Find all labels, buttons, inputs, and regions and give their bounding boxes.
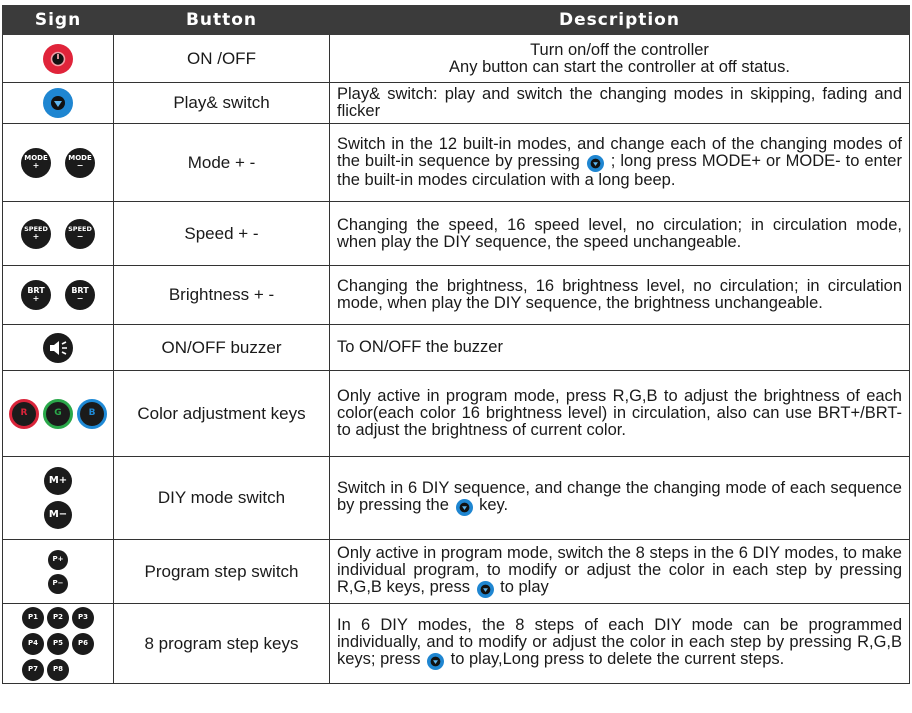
p6-key-icon: P6 xyxy=(72,633,94,655)
sign-cell xyxy=(3,202,114,266)
sign-cell xyxy=(3,540,114,604)
button-name: ON /OFF xyxy=(114,35,330,83)
description-cell: Only active in program mode, press R,G,B to adjust the brightness of each color(each color 16 brightness level) in circulation, also can use BRT+/BRT- to adjust the brightness of current color. xyxy=(330,371,910,457)
play-switch-icon xyxy=(456,499,473,516)
brightness-plus-icon: BRT + xyxy=(21,280,51,310)
button-name: 8 program step keys xyxy=(114,604,330,684)
header-button: Button xyxy=(114,6,330,35)
speed-plus-icon: SPEED + xyxy=(21,219,51,249)
mode-plus-icon: MODE + xyxy=(21,148,51,178)
sign-cell xyxy=(3,266,114,325)
button-name: ON/OFF buzzer xyxy=(114,325,330,371)
mode-minus-icon: MODE − xyxy=(65,148,95,178)
sign-cell xyxy=(3,124,114,202)
table-row xyxy=(3,266,910,325)
button-name: Mode + - xyxy=(114,124,330,202)
header-sign: Sign xyxy=(3,6,114,35)
diy-plus-icon: M+ xyxy=(44,467,72,495)
description-cell: Only active in program mode, switch the 8 steps in the 6 DIY modes, to make individual program, to modify or adjust the color in each step by pressing R,G,B keys, press to play xyxy=(330,540,910,604)
sign-cell xyxy=(3,371,114,457)
description-cell: Switch in 6 DIY sequence, and change the changing mode of each sequence by pressing the key. xyxy=(330,457,910,540)
p2-key-icon: P2 xyxy=(47,607,69,629)
p3-key-icon: P3 xyxy=(72,607,94,629)
description-cell: Switch in the 12 built-in modes, and change each of the changing modes of the built-in sequence by pressing ; long press MODE+ or MODE- to enter the built-in modes circulation with a long beep. xyxy=(330,124,910,202)
table-row xyxy=(3,35,910,83)
p7-key-icon: P7 xyxy=(22,659,44,681)
play-switch-icon xyxy=(587,155,604,172)
table-row xyxy=(3,83,910,124)
header-description: Description xyxy=(330,6,910,35)
button-name: Color adjustment keys xyxy=(114,371,330,457)
speed-minus-icon: SPEED − xyxy=(65,219,95,249)
brightness-minus-icon: BRT − xyxy=(65,280,95,310)
description-line: Any button can start the controller at off status. xyxy=(449,57,790,76)
p1-key-icon: P1 xyxy=(22,607,44,629)
sign-cell xyxy=(3,325,114,371)
description-cell xyxy=(330,35,910,83)
green-key-icon: G xyxy=(43,399,73,429)
blue-key-icon: B xyxy=(77,399,107,429)
description-cell: Play& switch: play and switch the changing modes in skipping, fading and flicker xyxy=(330,83,910,124)
button-name: DIY mode switch xyxy=(114,457,330,540)
sign-cell xyxy=(3,604,114,684)
description-cell: In 6 DIY modes, the 8 steps of each DIY mode can be programmed individually, and to modify or adjust the color in each step by pressing R,G,B keys; press to play,Long press to delete the current steps. xyxy=(330,604,910,684)
table-row xyxy=(3,371,910,457)
button-reference-table xyxy=(2,5,910,684)
table-row xyxy=(3,604,910,684)
description-line: Turn on/off the controller xyxy=(530,40,709,59)
table-row xyxy=(3,325,910,371)
p5-key-icon: P5 xyxy=(47,633,69,655)
button-name: Play& switch xyxy=(114,83,330,124)
table-row xyxy=(3,457,910,540)
sign-cell xyxy=(3,83,114,124)
step-minus-icon: P− xyxy=(48,574,68,594)
play-switch-icon xyxy=(43,88,73,118)
table-row xyxy=(3,202,910,266)
p8-key-icon: P8 xyxy=(47,659,69,681)
table-row xyxy=(3,124,910,202)
button-name: Speed + - xyxy=(114,202,330,266)
play-switch-icon xyxy=(427,653,444,670)
sign-cell xyxy=(3,457,114,540)
power-icon xyxy=(43,44,73,74)
p4-key-icon: P4 xyxy=(22,633,44,655)
buzzer-icon xyxy=(43,333,73,363)
button-name: Program step switch xyxy=(114,540,330,604)
button-name: Brightness + - xyxy=(114,266,330,325)
red-key-icon: R xyxy=(9,399,39,429)
description-cell: Changing the brightness, 16 brightness level, no circulation; in circulation mode, when play the DIY sequence, the brightness unchangeable. xyxy=(330,266,910,325)
step-plus-icon: P+ xyxy=(48,550,68,570)
play-switch-icon xyxy=(477,581,494,598)
description-cell: Changing the speed, 16 speed level, no circulation; in circulation mode, when play the DIY sequence, the speed unchangeable. xyxy=(330,202,910,266)
diy-minus-icon: M− xyxy=(44,501,72,529)
sign-cell xyxy=(3,35,114,83)
header-row xyxy=(3,6,910,35)
description-cell: To ON/OFF the buzzer xyxy=(330,325,910,371)
table-row xyxy=(3,540,910,604)
